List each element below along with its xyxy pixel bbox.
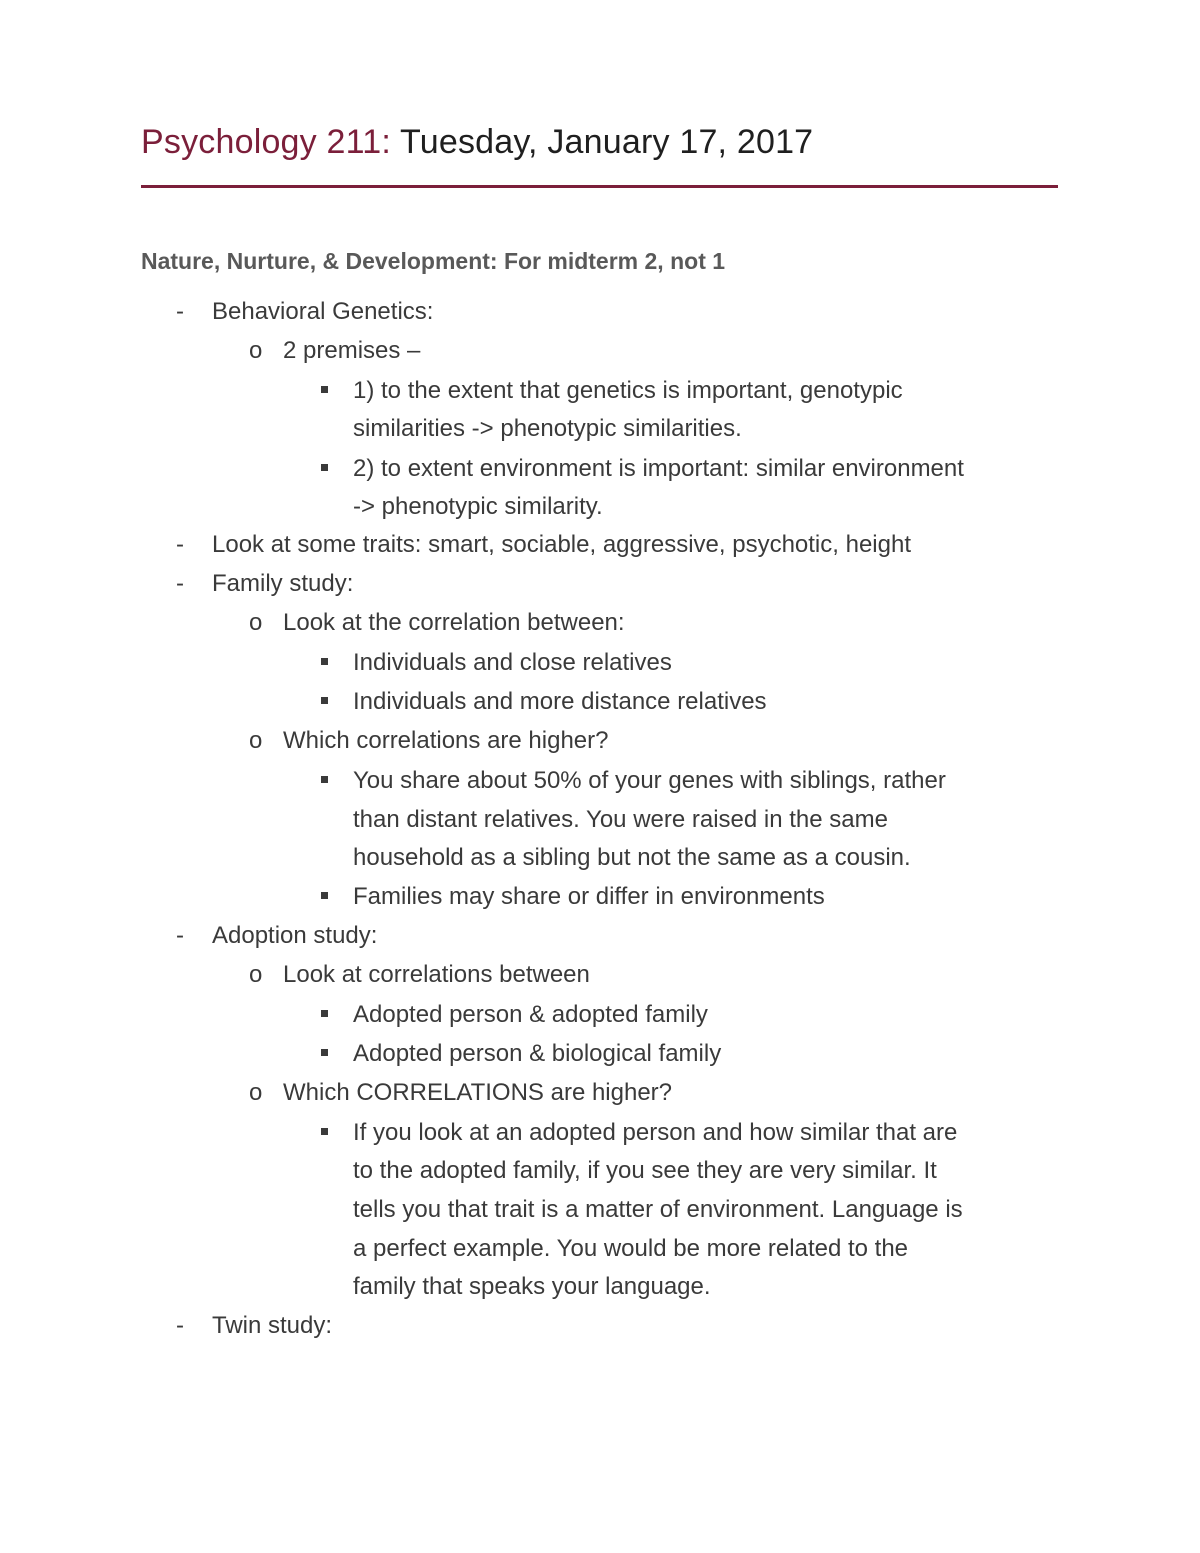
outline-item: If you look at an adopted person and how similar that are — [353, 1119, 958, 1146]
outline-item: Adoption study: — [212, 922, 378, 949]
outline-item-continued: to the adopted family, if you see they are very similar. It — [353, 1157, 937, 1184]
outline-item: Adopted person & biological family — [353, 1040, 722, 1067]
outline-item: Families may share or differ in environments — [353, 883, 825, 910]
square-bullet — [321, 386, 328, 393]
circle-bullet: o — [249, 1079, 263, 1106]
lecture-date: Tuesday, January 17, 2017 — [400, 123, 814, 161]
title-divider — [141, 185, 1058, 188]
dash-bullet: - — [176, 570, 184, 597]
outline-item: Which correlations are higher? — [283, 727, 609, 754]
outline-item: Look at the correlation between: — [283, 609, 625, 636]
dash-bullet: - — [176, 531, 184, 558]
section-heading: Nature, Nurture, & Development: For midterm 2, not 1 — [141, 248, 726, 274]
outline-item-continued: a perfect example. You would be more related to the — [353, 1235, 909, 1262]
outline-item-continued: family that speaks your language. — [353, 1273, 711, 1300]
outline-item: Individuals and more distance relatives — [353, 688, 767, 715]
outline-item: You share about 50% of your genes with siblings, rather — [353, 767, 946, 794]
outline-item: Twin study: — [212, 1312, 333, 1339]
circle-bullet: o — [249, 609, 263, 636]
circle-bullet: o — [249, 727, 263, 754]
outline-item-continued: household as a sibling but not the same as a cousin. — [353, 844, 911, 871]
square-bullet — [321, 658, 328, 665]
outline-item: Look at some traits: smart, sociable, aggressive, psychotic, height — [212, 531, 911, 558]
outline-item: 2 premises – — [283, 337, 421, 364]
course-name: Psychology 211: — [141, 123, 391, 161]
page-title — [141, 118, 813, 166]
circle-bullet: o — [249, 961, 263, 988]
square-bullet — [321, 1010, 328, 1017]
outline-item: 2) to extent environment is important: similar environment — [353, 455, 964, 482]
square-bullet — [321, 1128, 328, 1135]
square-bullet — [321, 776, 328, 783]
outline-item: Individuals and close relatives — [353, 649, 672, 676]
outline-item-continued: tells you that trait is a matter of environment. Language is — [353, 1196, 963, 1223]
dash-bullet: - — [176, 1312, 184, 1339]
outline-item: Family study: — [212, 570, 354, 597]
outline-item: Look at correlations between — [283, 961, 590, 988]
outline-item-continued: similarities -> phenotypic similarities. — [353, 415, 742, 442]
outline-item-continued: than distant relatives. You were raised in the same — [353, 806, 888, 833]
square-bullet — [321, 464, 328, 471]
outline-item: Behavioral Genetics: — [212, 298, 434, 325]
square-bullet — [321, 697, 328, 704]
outline-item: Adopted person & adopted family — [353, 1001, 708, 1028]
square-bullet — [321, 892, 328, 899]
dash-bullet: - — [176, 298, 184, 325]
outline-item: 1) to the extent that genetics is important, genotypic — [353, 377, 903, 404]
outline-item-continued: -> phenotypic similarity. — [353, 493, 603, 520]
dash-bullet: - — [176, 922, 184, 949]
square-bullet — [321, 1049, 328, 1056]
outline-item: Which CORRELATIONS are higher? — [283, 1079, 673, 1106]
circle-bullet: o — [249, 337, 263, 364]
